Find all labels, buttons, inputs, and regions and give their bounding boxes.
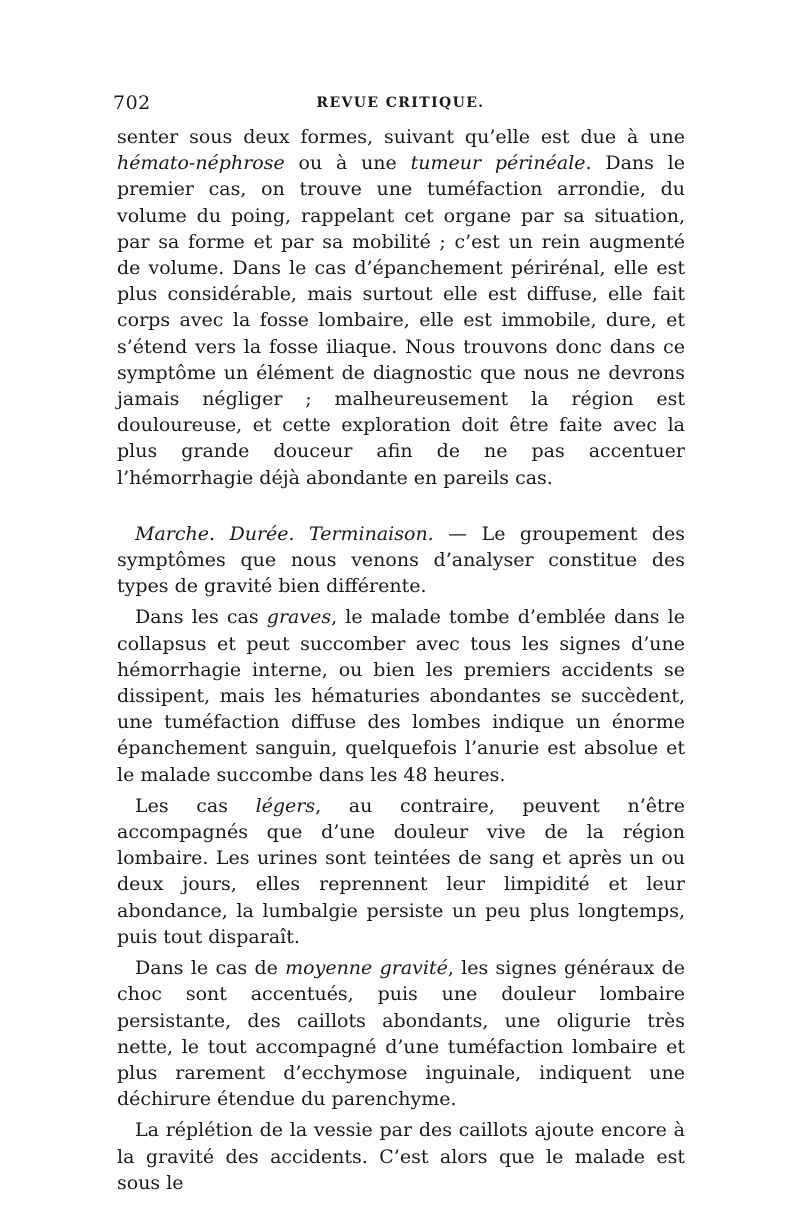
text-run: Dans le cas de [135, 957, 286, 980]
running-title: REVUE CRITIQUE. [316, 95, 485, 111]
text-run: . Dans le premier cas, on trouve une tuméfaction arrondie, du volume du poing, rappelant cet organe par sa situation, par sa forme et par sa mobilité ; c’est un rein augmenté de volume. Dans le cas d’épanchement périrénal, elle est plus considérable, mais surtout elle est diffuse, elle fait corps avec la fosse lombaire, elle est immobile, dure, et s’étend vers la fosse iliaque. Nous trouvons donc dans ce symptôme un élément de diagnostic que nous ne devrons jamais négliger ; malheureusement la région est douloureuse, et cette exploration doit être faite avec la plus grande douceur afin de ne pas accentuer l’hémorrhagie déjà abondante en pareils cas. [117, 152, 685, 489]
text-run: senter sous deux formes, suivant qu’elle est due à une [117, 126, 685, 148]
body-text [117, 124, 685, 1196]
paragraph-moyenne-gravite [117, 955, 685, 1112]
text-run: ou à une [284, 152, 411, 175]
italic-term: tumeur périnéale [410, 152, 586, 175]
text-run: Les cas [135, 794, 256, 817]
page-header [113, 92, 688, 118]
text-run: , au contraire, peuvent n’être accompagnés que d’une douleur vive de la région lombaire. Les urines sont teintées de sang et après un ou deux jours, elles reprennent leur limpidité et leur abondance, la lumbalgie persiste un peu plus longtemps, puis tout disparaît. [117, 794, 685, 948]
paragraph-continuation [117, 124, 685, 491]
paragraph-repletion [117, 1117, 685, 1196]
italic-term: moyenne gravité [285, 957, 448, 980]
italic-term: légers [255, 794, 316, 817]
paragraph-graves [117, 604, 685, 787]
text-run: La réplétion de la vessie par des caillots ajoute encore à la gravité des accidents. C’est alors que le malade est sous le [117, 1119, 685, 1194]
italic-term: graves [266, 606, 332, 629]
text-run: Dans les cas [135, 606, 267, 629]
text-run: , le malade tombe d’emblée dans le collapsus et peut succomber avec tous les signes d’une hémorrhagie interne, ou bien les premiers accidents se dissipent, mais les hématuries abondantes se succèdent, une tuméfaction diffuse des lombes indique un énorme épanchement sanguin, quelquefois l’anurie est absolue et le malade succombe dans les 48 heures. [117, 606, 685, 786]
section-heading: Marche. Durée. Terminaison. [135, 522, 434, 545]
italic-term: hémato-néphrose [117, 152, 285, 175]
paragraph-legers [117, 793, 685, 950]
page-number: 702 [113, 92, 151, 114]
section-marche [117, 521, 685, 600]
text-run: — Le groupement des symptômes que nous venons d’analyser constitue des types de gravité bien différente. [117, 522, 685, 598]
text-run: , les signes généraux de choc sont accentués, puis une douleur lombaire persistante, des caillots abondants, une oligurie très nette, le tout accompagné d’une tuméfaction lombaire et plus rarement d’ecchymose inguinale, indiquent une déchirure étendue du parenchyme. [117, 957, 685, 1111]
